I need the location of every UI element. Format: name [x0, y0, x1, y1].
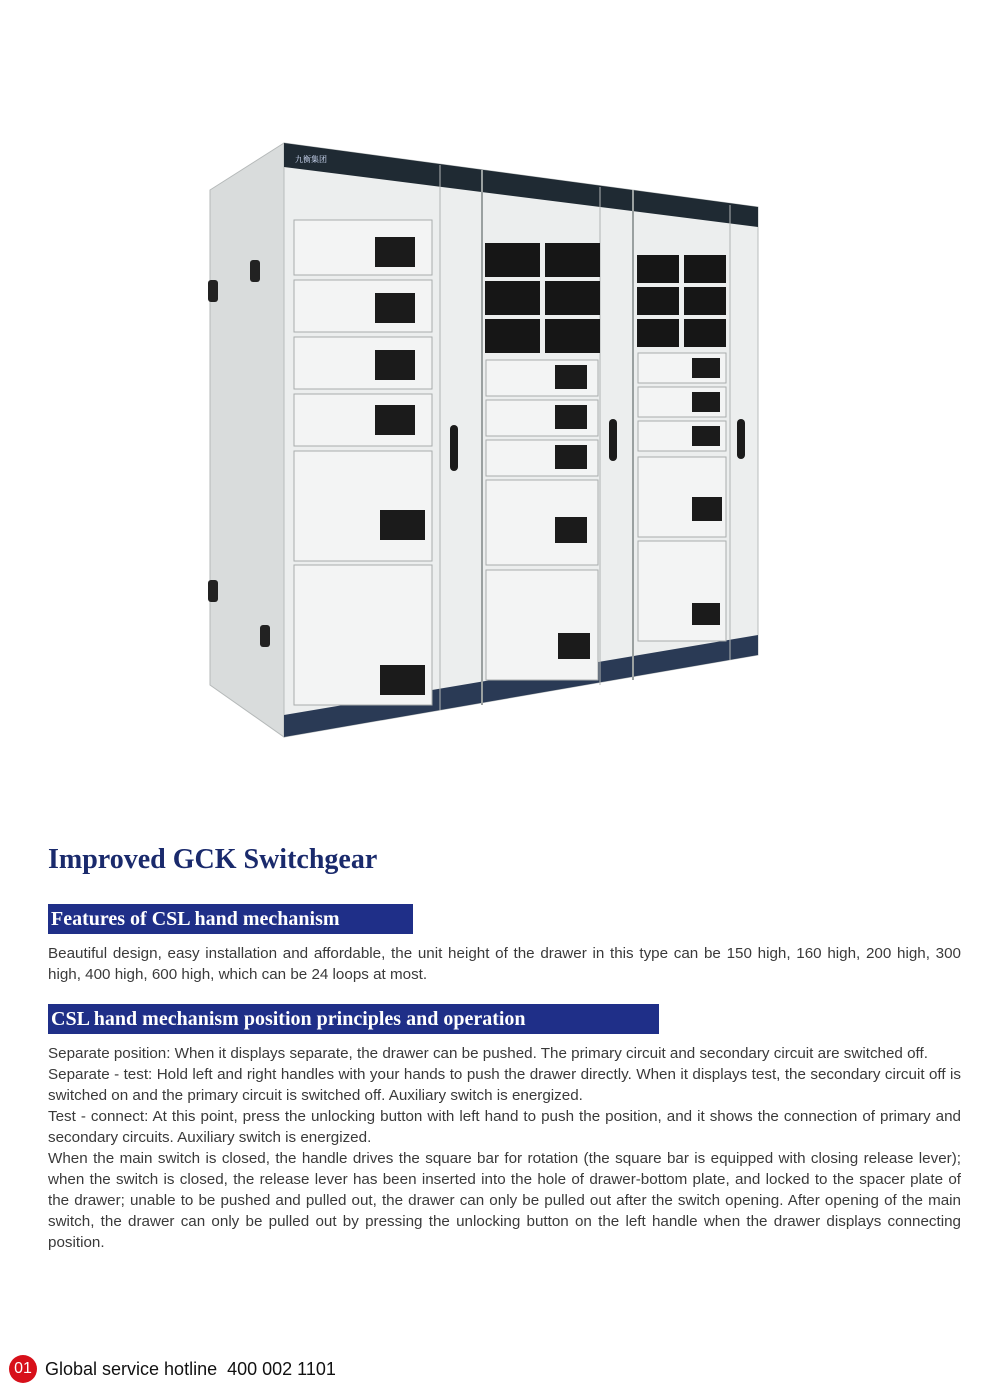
- operation-paragraph: Test - connect: At this point, press the unlocking button with left hand to push the position, and it shows the connection of primary and secondary circuits. Auxiliary switch is energized.: [48, 1108, 961, 1146]
- operation-paragraph: When the main switch is closed, the handle drives the square bar for rotation (the square bar is equipped with closing release lever); when the switch is closed, the release lever has been inserted into the hole of drawer-bottom plate, and locked to the spacer plate of the drawer; unable to be pushed and pulled out, the drawer can only be pulled out after the switch opening. After opening of the main switch, the drawer can only be pulled out by pressing the unlocking button on the left handle when the drawer displays connecting position.: [48, 1150, 961, 1251]
- service-hotline: Global service hotline 400 002 1101: [45, 1358, 336, 1379]
- page-footer: [9, 1355, 336, 1383]
- section-heading-features: Features of CSL hand mechanism: [48, 904, 413, 934]
- section-heading-operation: CSL hand mechanism position principles and operation: [48, 1004, 659, 1034]
- operation-paragraph: Separate position: When it displays separate, the drawer can be pushed. The primary circuit and secondary circuit are switched off.: [48, 1045, 928, 1062]
- switchgear-cabinet-photo: [200, 125, 775, 765]
- page-title: Improved GCK Switchgear: [48, 844, 378, 875]
- features-paragraph: Beautiful design, easy installation and affordable, the unit height of the drawer in this type can be 150 high, 160 high, 200 high, 300 high, 400 high, 600 high, which can be 24 loops at most.: [48, 945, 961, 983]
- operation-paragraph: Separate - test: Hold left and right handles with your hands to push the drawer directly. When it displays test, the secondary circuit off is switched on and the primary circuit is switched off. Auxiliary switch is energized.: [48, 1066, 961, 1104]
- page-number-badge: 01: [9, 1355, 37, 1383]
- brand-plate-text: 九衡集团: [295, 155, 327, 164]
- operation-paragraphs: [48, 1043, 961, 1253]
